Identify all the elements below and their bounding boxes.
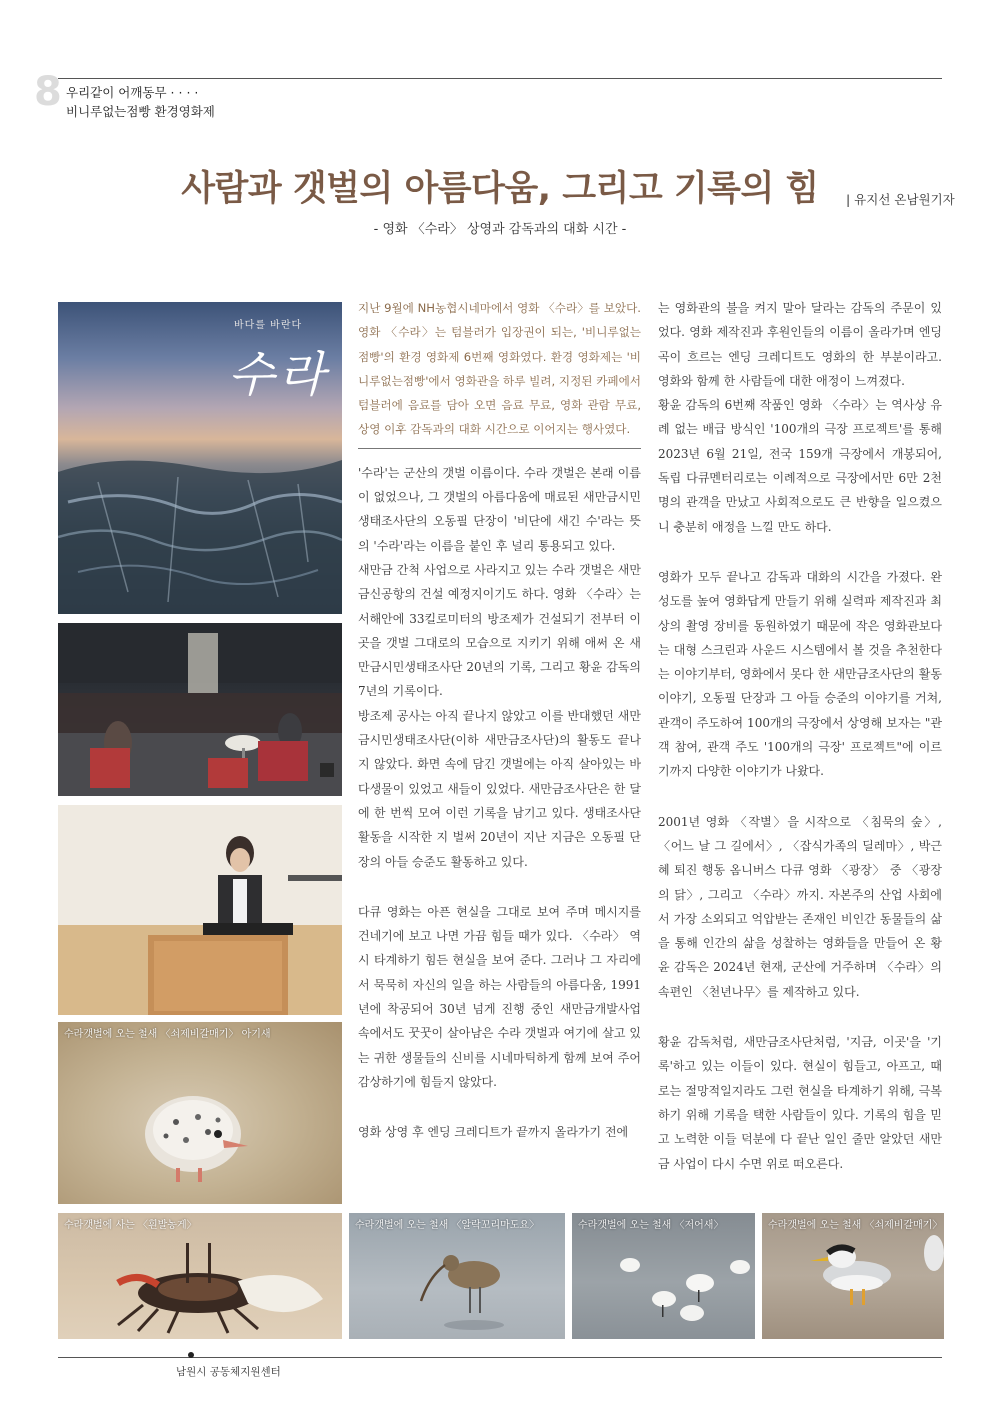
paragraph: 영화 상영 후 엔딩 크레디트가 끝까지 올라가기 전에 — [358, 1125, 629, 1140]
spoonbill-caption: 수라갯벌에 오는 철새 〈저어새〉 — [578, 1220, 724, 1231]
paragraph: '수라'는 군산의 갯벌 이름이다. 수라 갯벌은 본래 이름이 없었으나, 그 갯벌의 아름다움에 매료된 새만금시민생태조사단의 오동필 단장이 '비단에 새긴 수'라는 뜻의 '수라'라는 이름을 붙인 후 널리 통용되고 있다. — [358, 465, 641, 553]
top-rule — [58, 78, 942, 79]
tern-chick-image — [58, 1022, 342, 1204]
section-label: 우리같이 어깨동무 · · · · — [66, 85, 199, 100]
article-column-2 — [658, 296, 942, 1176]
tern-caption: 수라갯벌에 오는 철새 〈쇠제비갈매기〉 — [768, 1220, 943, 1231]
crab-caption: 수라갯벌에 사는 〈흰발농게〉 — [64, 1220, 197, 1231]
curlew-caption: 수라갯벌에 오는 철새 〈알락꼬리마도요〉 — [355, 1220, 540, 1231]
paragraph: 방조제 공사는 아직 끝나지 않았고 이를 반대했던 새만금시민생태조사단(이하 새만금조사단)의 활동도 끝나지 않았다. 화면 속에 담긴 갯벌에는 아직 살아있는 바다생물이 있었고 새들이 있었다. 새만금조사단은 한 달에 한 번씩 모여 이런 기록을 남기고 있다. 생태조사단 활동을 시작한 지 벌써 20년이 지난 지금은 오동필 단장의 아들 승준도 활동하고 있다. — [358, 708, 641, 869]
page-number: 8 — [34, 69, 62, 115]
paragraph: 영화가 모두 끝나고 감독과 대화의 시간을 가졌다. 완성도를 높여 영화답게 만들기 위해 실력파 제작진과 최상의 촬영 장비를 동원하였기 때문에 작은 영화관보다는 대형 스크린과 사운드 시스템에서 볼 것을 추천한다는 이야기부터, 영화에서 못다 한 새만금조사단의 활동 이야기, 오동필 단장과 그 아들 승준의 이야기를 거쳐, 관객이 주도하여 100개의 극장에서 상영해 보자는 "관객 참여, 관객 주도 '100개의 극장' 프로젝트"에 이르기까지 다양한 이야기가 나왔다. — [658, 569, 942, 779]
director-talk-image — [58, 805, 342, 1015]
curlew-image — [349, 1213, 565, 1339]
theatre-audience-image — [58, 623, 342, 796]
poster-tagline: 바다를 바란다 — [234, 320, 303, 331]
byline: | 유지선 온남원기자 — [846, 192, 955, 207]
footer-bullet — [188, 1352, 194, 1358]
paragraph: 새만금 간척 사업으로 사라지고 있는 수라 갯벌은 새만금신공항의 건설 예정지이기도 하다. 영화 〈수라〉는 서해안에 33킬로미터의 방조제가 건설되기 전부터 이곳을 갯벌 그대로의 모습으로 지키기 위해 애써 온 새만금시민생태조사단 20년의 기록, 그리고 황윤 감독의 7년의 기록이다. — [358, 562, 641, 699]
spoonbill-image — [572, 1213, 755, 1339]
little-tern-image — [762, 1213, 944, 1339]
footer-org: 남원시 공동체지원센터 — [176, 1366, 281, 1378]
article-subtitle: - 영화 〈수라〉 상영과 감독과의 대화 시간 - — [373, 222, 627, 237]
chick-caption: 수라갯벌에 오는 철새 〈쇠제비갈매기〉 아기새 — [64, 1029, 271, 1040]
paragraph: 다큐 영화는 아픈 현실을 그대로 보여 주며 메시지를 건네기에 보고 나면 가끔 힘들 때가 있다. 〈수라〉 역시 타계하기 힘든 현실을 보여 준다. 그러나 그 자리에서 묵묵히 자신의 일을 하는 사람들의 아름다움, 1991년에 착공되어 30년 넘게 진행 중인 새만금개발사업 속에서도 꿋꿋이 살아남은 수라 갯벌과 여기에 살고 있는 귀한 생물들의 신비를 시네마틱하게 함께 보여 주어 감상하기에 힘들지 않았다. — [358, 904, 641, 1089]
fiddler-crab-image — [58, 1213, 342, 1339]
poster-title: 수라 — [228, 347, 329, 403]
section-sublabel: 비니루없는점빵 환경영화제 — [66, 104, 215, 119]
paragraph: 황윤 감독처럼, 새만금조사단처럼, '지금, 이곳'을 '기록'하고 있는 이들이 있다. 현실이 힘들고, 아프고, 때로는 절망적일지라도 그런 현실을 타계하기 위해, 극복하기 위해 기록을 택한 사람들이 있다. 기록의 힘을 믿고 노력한 이들 덕분에 다 끝난 일인 줄만 알았던 새만금 사업이 다시 수면 위로 떠오른다. — [658, 1035, 942, 1171]
paragraph: 2001년 영화 〈작별〉을 시작으로 〈침묵의 숲〉, 〈어느 날 그 길에서〉, 〈잡식가족의 딜레마〉, 박근혜 퇴진 행동 옴니버스 다큐 영화 〈광장〉 중 〈광장의 닭〉, 그리고 〈수라〉까지. 자본주의 산업 사회에서 가장 소외되고 억압받는 존재인 비인간 동물들의 삶을 통해 인간의 삶을 성찰하는 영화들을 만들어 온 황윤 감독은 2024년 현재, 군산에 거주하며 〈수라〉의 속편인 〈천년나무〉를 제작하고 있다. — [658, 814, 942, 999]
intro-divider — [358, 448, 641, 449]
article-intro: 지난 9월에 NH농협시네마에서 영화 〈수라〉를 보았다. 영화 〈수라〉는 텀블러가 입장권이 되는, '비니루없는점빵'의 환경 영화제 6번째 영화였다. 환경 영화제는 '비니루없는점빵'에서 영화관을 하루 빌려, 지정된 카페에서 텀블러에 음료를 담아 오면 음료 무료, 영화 관람 무료, 상영 이후 감독과의 대화 시간으로 이어지는 행사였다. — [358, 301, 641, 437]
paragraph: 는 영화관의 불을 켜지 말아 달라는 감독의 주문이 있었다. 영화 제작진과 후원인들의 이름이 올라가며 엔딩곡이 흐르는 엔딩 크레디트도 영화의 한 부분이라고. 영화와 함께 한 사람들에 대한 애정이 느껴졌다. — [658, 301, 942, 388]
article-title: 사람과 갯벌의 아름다움, 그리고 기록의 힘 — [181, 169, 819, 209]
article-column-1 — [358, 296, 641, 1145]
paragraph: 황윤 감독의 6번째 작품인 영화 〈수라〉는 역사상 유례 없는 배급 방식인 '100개의 극장 프로젝트'를 통해 2023년 6월 21일, 전국 159개 극장에서 개봉되어, 독립 다큐멘터리로는 이례적으로 극장에서만 6만 2천명의 관객을 만났고 사회적으로도 큰 반향을 일으켰으니 충분히 애정을 느낄 만도 하다. — [658, 398, 942, 534]
movie-poster-image — [58, 302, 342, 614]
